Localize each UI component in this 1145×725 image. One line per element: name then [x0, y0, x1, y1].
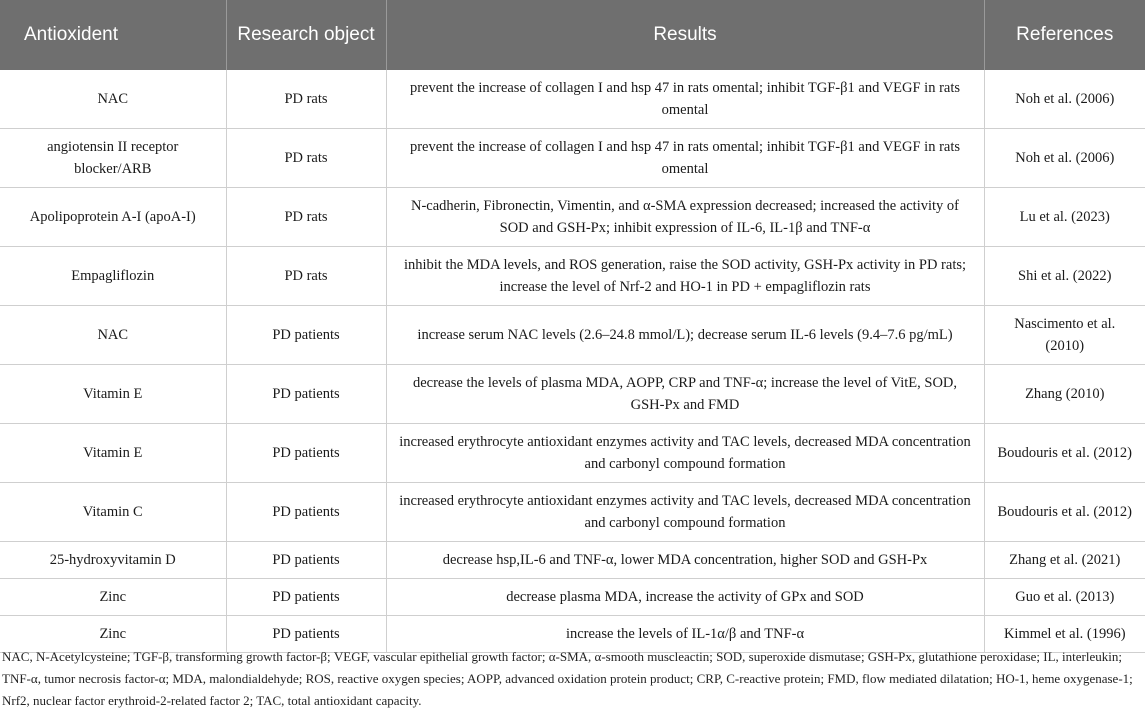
table-row [0, 247, 1145, 306]
cell-antioxidant: Zinc [0, 579, 226, 616]
header-antioxident: Antioxident [0, 0, 226, 70]
table-row [0, 188, 1145, 247]
cell-results: decrease the levels of plasma MDA, AOPP, CRP and TNF-α; increase the level of VitE, SOD, GSH-Px and FMD [386, 365, 984, 424]
cell-antioxidant: Apolipoprotein A-I (apoA-I) [0, 188, 226, 247]
cell-reference: Lu et al. (2023) [984, 188, 1145, 247]
cell-antioxidant: 25-hydroxyvitamin D [0, 542, 226, 579]
cell-reference: Zhang et al. (2021) [984, 542, 1145, 579]
header-research-object: Research object [226, 0, 386, 70]
table-row [0, 424, 1145, 483]
cell-research-object: PD patients [226, 424, 386, 483]
cell-results: increase the levels of IL-1α/β and TNF-α [386, 616, 984, 653]
cell-results: decrease plasma MDA, increase the activity of GPx and SOD [386, 579, 984, 616]
cell-antioxidant: Vitamin E [0, 424, 226, 483]
cell-reference: Noh et al. (2006) [984, 129, 1145, 188]
cell-research-object: PD rats [226, 188, 386, 247]
cell-results: prevent the increase of collagen I and hsp 47 in rats omental; inhibit TGF-β1 and VEGF in rats omental [386, 70, 984, 129]
table-row [0, 365, 1145, 424]
table-body [0, 70, 1145, 653]
table-header [0, 0, 1145, 70]
cell-results: increased erythrocyte antioxidant enzymes activity and TAC levels, decreased MDA concentration and carbonyl compound formation [386, 483, 984, 542]
cell-reference: Boudouris et al. (2012) [984, 424, 1145, 483]
cell-research-object: PD rats [226, 247, 386, 306]
cell-reference: Boudouris et al. (2012) [984, 483, 1145, 542]
cell-research-object: PD rats [226, 70, 386, 129]
header-references: References [984, 0, 1145, 70]
cell-research-object: PD patients [226, 365, 386, 424]
cell-results: N-cadherin, Fibronectin, Vimentin, and α-SMA expression decreased; increased the activity of SOD and GSH-Px; inhibit expression of IL-6, IL-1β and TNF-α [386, 188, 984, 247]
table-footnote: NAC, N-Acetylcysteine; TGF-β, transforming growth factor-β; VEGF, vascular epithelial growth factor; α-SMA, α-smooth muscleactin; SOD, superoxide dismutase; GSH-Px, glutathione peroxidase; IL, interleukin; TNF-α, tumor necrosis factor-α; MDA, malondialdehyde; ROS, reactive oxygen species; AOPP, advanced oxidation protein product; CRP, C-reactive protein; FMD, flow mediated dilatation; HO-1, heme oxygenase-1; Nrf2, nuclear factor erythroid-2-related factor 2; TAC, total antioxidant capacity. [2, 649, 1133, 708]
cell-research-object: PD patients [226, 306, 386, 365]
cell-research-object: PD patients [226, 483, 386, 542]
table-row [0, 483, 1145, 542]
table-row [0, 129, 1145, 188]
table-row [0, 542, 1145, 579]
cell-reference: Guo et al. (2013) [984, 579, 1145, 616]
cell-results: increased erythrocyte antioxidant enzymes activity and TAC levels, decreased MDA concentration and carbonyl compound formation [386, 424, 984, 483]
cell-antioxidant: Vitamin C [0, 483, 226, 542]
cell-reference: Nascimento et al. (2010) [984, 306, 1145, 365]
cell-antioxidant: NAC [0, 306, 226, 365]
cell-antioxidant: Empagliflozin [0, 247, 226, 306]
cell-research-object: PD patients [226, 542, 386, 579]
cell-results: inhibit the MDA levels, and ROS generation, raise the SOD activity, GSH-Px activity in PD rats; increase the level of Nrf-2 and HO-1 in PD + empagliflozin rats [386, 247, 984, 306]
table-row [0, 306, 1145, 365]
cell-reference: Zhang (2010) [984, 365, 1145, 424]
cell-antioxidant: NAC [0, 70, 226, 129]
cell-antioxidant: Vitamin E [0, 365, 226, 424]
cell-research-object: PD patients [226, 616, 386, 653]
cell-results: increase serum NAC levels (2.6–24.8 mmol/L); decrease serum IL-6 levels (9.4–7.6 pg/mL) [386, 306, 984, 365]
cell-results: prevent the increase of collagen I and hsp 47 in rats omental; inhibit TGF-β1 and VEGF in rats omental [386, 129, 984, 188]
cell-antioxidant: angiotensin II receptor blocker/ARB [0, 129, 226, 188]
header-results: Results [386, 0, 984, 70]
cell-reference: Kimmel et al. (1996) [984, 616, 1145, 653]
cell-research-object: PD patients [226, 579, 386, 616]
cell-antioxidant: Zinc [0, 616, 226, 653]
table-row [0, 579, 1145, 616]
cell-reference: Shi et al. (2022) [984, 247, 1145, 306]
cell-reference: Noh et al. (2006) [984, 70, 1145, 129]
table-row [0, 70, 1145, 129]
cell-research-object: PD rats [226, 129, 386, 188]
cell-results: decrease hsp,IL-6 and TNF-α, lower MDA concentration, higher SOD and GSH-Px [386, 542, 984, 579]
header-row [0, 0, 1145, 70]
